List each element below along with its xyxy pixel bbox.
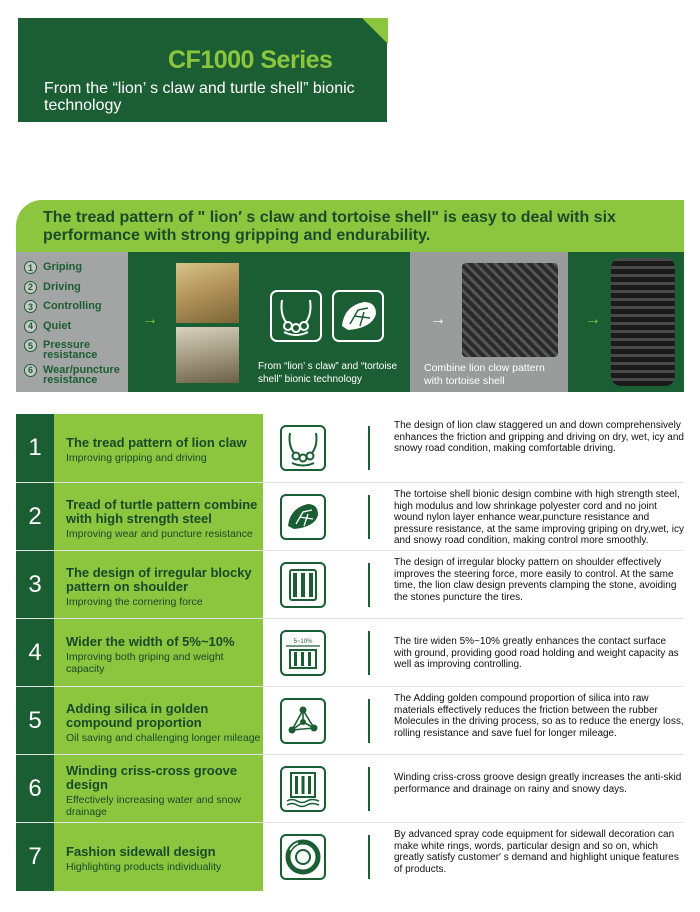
series-subtitle: From the “lion’ s claw and turtle shell” bionic technology [44,80,355,114]
series-title: CF1000 Series [168,46,333,74]
feature-row [16,686,684,754]
row-divider [368,767,370,811]
arrow-icon: → [585,311,601,328]
feature-row [16,482,684,550]
performance-list [24,260,128,387]
feature-row [16,754,684,822]
banner-text: The tread pattern of " lion′ s claw and tortoise shell" is easy to deal with six performance with strong gripping and endurability. [43,209,616,244]
row-divider [368,699,370,743]
performance-number: 6 [24,364,37,377]
feature-description: The Adding golden compound proportion of silica into raw materials effectively reduces the friction between the rubber Molecules in the driving process, so as to reduce the energy loss, rolling resistance and save fuel for longer mileage. [394,693,684,739]
molecule-icon [280,698,326,744]
combine-caption: Combine lion clow pattern with tortoise shell [424,362,545,387]
feature-number: 3 [16,551,54,619]
feature-description: The tortoise shell bionic design combine with high strength steel, high modulus and low shrinkage polyester cord and no joint wound nylon layer enhance wear,puncture resistance and pressure resistance, at the same improving griping on dry,wet, icy and snowy road condition, making control more smoothly. [394,489,684,546]
performance-item [24,299,128,318]
feature-description: The design of lion claw staggered un and down comprehensively enhances the friction and gripping and driving on dry, wet, icy and snowy road condition, making comfortable driving. [394,420,684,454]
feature-description: By advanced spray code equipment for sidewall decoration can make white rings, words, particular design and so on, which greatly satisfy customer′ s demand and highlight unique features of products. [394,829,679,875]
feature-row [16,618,684,686]
feature-row [16,414,684,482]
width-icon-label: 5~10% [293,639,313,645]
feature-title-cell [54,551,263,619]
feature-subtitle: Improving the cornering force [66,596,203,608]
performance-number: 2 [24,281,37,294]
feature-number: 1 [16,414,54,482]
arrow-icon: → [142,311,158,328]
feature-title: Winding criss-cross groove design [66,763,238,792]
shell-icon [332,290,384,342]
features-list [16,414,684,890]
feature-title-cell [54,755,263,823]
performance-item [24,280,128,299]
feature-subtitle: Oil saving and challenging longer mileage [66,732,261,744]
claw-icon [270,290,322,342]
performance-item [24,260,128,279]
feature-description: Winding criss-cross groove design greatly increases the anti-skid performance and drainage on rainy and snowy days. [394,772,682,795]
performance-label: Quiet [43,319,72,332]
header-corner-accent [362,18,388,44]
feature-title-cell [54,414,263,482]
performance-label: Pressure resistance [43,339,98,361]
performance-number: 3 [24,300,37,313]
feature-subtitle: Improving wear and puncture resistance [66,528,253,540]
claw-icon [280,425,326,471]
row-divider [368,426,370,470]
tread-pattern-image [462,263,558,357]
feature-description: The design of irregular blocky pattern on shoulder effectively improves the steering force, more easily to control. At the same time, the lion claw design prevents clamping the stone, avoiding the stones puncture the tires. [394,557,677,603]
lion-photo [176,263,239,323]
feature-subtitle: Improving both griping and weight capacity [66,651,224,675]
bionic-caption: From “lion’ s claw” and “tortoise shell” bionic technology [258,361,398,385]
performance-number: 5 [24,339,37,352]
row-divider [368,563,370,607]
feature-title-cell [54,687,263,755]
arrow-icon: → [430,311,446,328]
sidewall-icon [280,834,326,880]
groove-icon [280,766,326,812]
shoulder-block-icon [280,562,326,608]
feature-title: The tread pattern of lion claw [66,435,247,450]
performance-label: Wear/puncture resistance [43,363,120,386]
feature-number: 7 [16,823,54,891]
feature-subtitle: Highlighting products individuality [66,861,222,873]
row-divider [368,835,370,879]
feature-title-cell [54,823,263,891]
performance-number: 1 [24,261,37,274]
feature-title: Adding silica in golden compound proportion [66,701,209,730]
feature-title: Tread of turtle pattern combine with high strength steel [66,497,258,526]
feature-title-cell [54,619,263,687]
width-icon [280,630,326,676]
performance-label: Griping [43,261,83,273]
feature-description: The tire widen 5%~10% greatly enhances the contact surface with ground, providing good road holding and weight capacity as well as improving controlling. [394,636,679,670]
feature-row [16,822,684,890]
row-divider [368,631,370,675]
feature-title: Wider the width of 5%~10% [66,634,235,649]
feature-subtitle: Effectively increasing water and snow drainage [66,794,241,818]
performance-number: 4 [24,320,37,333]
feature-number: 5 [16,687,54,755]
performance-label: Controlling [43,300,102,312]
feature-row [16,550,684,618]
performance-item [24,338,128,362]
feature-title: The design of irregular blocky pattern on shoulder [66,565,252,594]
row-divider [368,495,370,539]
performance-item [24,319,128,338]
feature-title: Fashion sidewall design [66,844,216,859]
turtle-photo [176,327,239,383]
performance-label: Driving [43,280,81,293]
shell-icon [280,494,326,540]
feature-subtitle: Improving gripping and driving [66,452,207,464]
performance-item [24,363,128,387]
feature-number: 6 [16,755,54,823]
feature-number: 2 [16,483,54,551]
feature-number: 4 [16,619,54,687]
feature-title-cell [54,483,263,551]
tire-image [611,258,675,386]
